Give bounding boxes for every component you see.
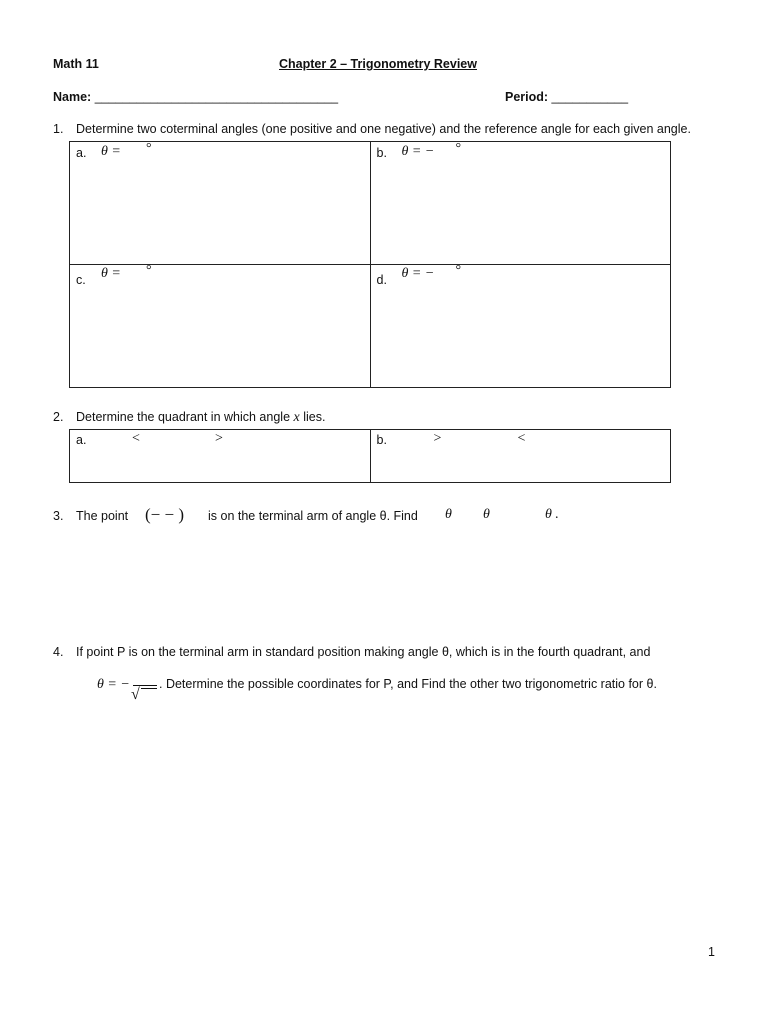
q2-text: [76, 410, 325, 426]
q2-cell-a-label: a.: [76, 433, 87, 447]
q2-cell-a[interactable]: [70, 430, 371, 483]
q1-cell-d-label: d.: [376, 273, 387, 287]
q2-answer-grid: [69, 429, 671, 483]
q2-cell-b[interactable]: [370, 430, 671, 483]
q1-cell-c-expr: θ =: [101, 266, 121, 281]
q1-cell-c-degree: °: [146, 263, 152, 278]
q2-variable: x: [293, 410, 300, 425]
name-blank: ___________________________________: [94, 90, 339, 104]
q1-cell-d-degree: °: [455, 263, 462, 278]
q4-sqrt-overline: [141, 688, 157, 689]
q1-cell-d[interactable]: [370, 265, 671, 388]
q1-cell-d-expr: θ = −: [401, 266, 435, 281]
period-field: [505, 90, 628, 104]
q1-cell-a-expr: θ =: [101, 144, 121, 159]
q1-cell-b-degree: °: [455, 141, 462, 156]
name-label: Name:: [53, 90, 92, 104]
q2-cell-b-greater-than: >: [433, 431, 442, 446]
q2-cell-b-less-than: <: [517, 431, 526, 446]
q3-theta-3: θ: [545, 507, 552, 522]
q3-theta-2: θ: [483, 507, 490, 522]
q1-cell-c-label: c.: [76, 273, 86, 287]
q1-cell-b[interactable]: [370, 142, 671, 265]
page-number: 1: [708, 945, 715, 959]
q3-end-period: .: [555, 507, 559, 522]
q1-cell-b-label: b.: [376, 146, 387, 160]
name-field: [53, 90, 338, 104]
page-title: Chapter 2 – Trigonometry Review: [279, 57, 477, 71]
q1-number: 1.: [53, 122, 64, 136]
course-label: Math 11: [53, 57, 99, 71]
q1-answer-grid: [69, 141, 671, 388]
q4-sqrt-symbol: √: [131, 686, 140, 703]
q3-text-after: is on the terminal arm of angle θ. Find: [208, 509, 418, 523]
q2-cell-b-label: b.: [376, 433, 387, 447]
q2-text-before: Determine the quadrant in which angle: [76, 410, 291, 424]
q2-number: 2.: [53, 410, 64, 424]
q3-point: (− − ): [145, 505, 184, 524]
q1-cell-a-degree: °: [146, 141, 152, 156]
q1-cell-a[interactable]: [70, 142, 371, 265]
q1-cell-c[interactable]: [70, 265, 371, 388]
q1-cell-b-expr: θ = −: [401, 144, 435, 159]
q3-text-before: The point: [76, 509, 129, 523]
q1-cell-a-label: a.: [76, 146, 87, 160]
q4-number: 4.: [53, 645, 64, 659]
q1-text: Determine two coterminal angles (one positive and one negative) and the reference angle for each given angle.: [76, 122, 691, 136]
q4-line-2: . Determine the possible coordinates for P, and Find the other two trigonometric ratio for θ.: [159, 677, 657, 691]
q4-expression: θ = −: [97, 677, 130, 692]
q2-cell-a-less-than: <: [132, 431, 140, 446]
q2-cell-a-greater-than: >: [215, 431, 223, 446]
q2-text-after: lies.: [303, 410, 326, 424]
period-blank: ___________: [551, 90, 629, 104]
q3-theta-1: θ: [445, 507, 452, 522]
period-label: Period:: [505, 90, 549, 104]
q4-line-1: If point P is on the terminal arm in standard position making angle θ, which is in the fourth quadrant, and: [76, 645, 651, 659]
q3-number: 3.: [53, 509, 64, 523]
